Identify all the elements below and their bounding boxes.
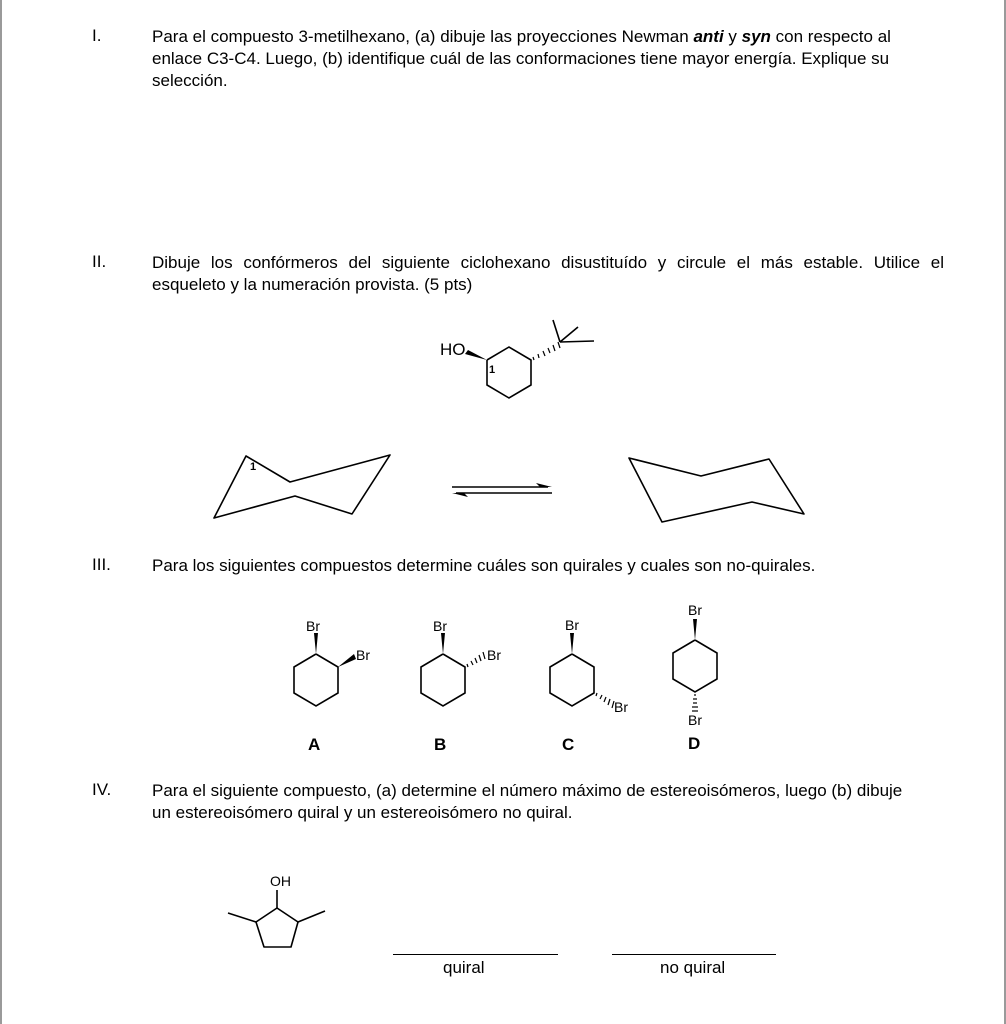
q1-y: y: [723, 27, 742, 46]
chair-carbon-1-label: 1: [250, 461, 257, 473]
q1-text-pre: Para el compuesto 3-metilhexano, (a) dibuje las proyecciones Newman: [152, 27, 694, 46]
pentane-ring: [256, 908, 298, 947]
q4-number: IV.: [92, 780, 112, 799]
compound-d-br-hash: [692, 695, 698, 711]
equilibrium-arrows: [448, 480, 558, 500]
answer-line-no-quiral: [612, 954, 776, 955]
page-left-edge: [0, 0, 2, 1024]
compound-c-br-top: Br: [565, 617, 579, 633]
q2-number: II.: [92, 252, 107, 271]
compound-a-br-side: Br: [356, 647, 370, 663]
cyclopentanol-structure: [225, 868, 335, 958]
chair-conformer-right: [626, 454, 808, 524]
compound-d-br-wedge: [693, 619, 697, 640]
compound-a-br-wedge-1: [314, 633, 318, 654]
compound-a-structure: [280, 612, 380, 762]
compound-d-label: D: [688, 734, 701, 753]
tbu-quaternary-bond-2: [560, 341, 594, 342]
answer-label-quiral: quiral: [443, 958, 485, 977]
ho-wedge-bond: [465, 350, 487, 360]
compound-c-br-side: Br: [614, 699, 628, 715]
compound-d-br-top: Br: [688, 602, 702, 618]
compound-b-label: B: [434, 735, 447, 754]
q2-text: Dibuje los confórmeros del siguiente ciclohexano disustituído y circule el más estable. Utilice el esqueleto y la numeración provista. (5 pts): [152, 253, 944, 294]
q1-text-post: con respecto al enlace C3-C4. Luego, (b) identifique cuál de las conformaciones tiene mayor energía. Explique su selección.: [152, 27, 891, 90]
q3-number: III.: [92, 555, 111, 574]
answer-line-quiral: [393, 954, 558, 955]
q1-number: I.: [92, 26, 102, 45]
tbu-quaternary-bond-1: [560, 327, 578, 342]
compound-a-br-top: Br: [306, 618, 320, 634]
compound-b-structure: [410, 612, 510, 762]
compound-c-label: C: [562, 735, 575, 754]
q3-text: Para los siguientes compuestos determine cuáles son quirales y cuales son no-quirales.: [152, 556, 816, 575]
compound-b-br-side: Br: [487, 647, 501, 663]
compound-a-label: A: [308, 735, 321, 754]
oh-label: OH: [270, 873, 291, 889]
compound-c-structure: [540, 612, 640, 762]
tbu-hash-bond: [533, 342, 560, 360]
compound-c-br-hash: [596, 693, 614, 708]
compound-b-br-top: Br: [433, 618, 447, 634]
ho-label: HO: [440, 340, 466, 359]
q4-text: Para el siguiente compuesto, (a) determine el número máximo de estereoisómeros, luego (b) dibuje un estereoisómero quiral y un estereoisómero no quiral.: [152, 781, 903, 822]
carbon-1-label: 1: [489, 364, 496, 376]
compound-c-br-wedge: [570, 633, 574, 654]
compound-d-br-bottom: Br: [688, 712, 702, 728]
answer-label-no-quiral: no quiral: [660, 958, 726, 977]
compound-d-structure: [650, 600, 750, 753]
q1-anti: anti: [693, 27, 724, 46]
methyl-left: [228, 913, 256, 922]
methyl-right: [298, 911, 325, 922]
cyclohexane-ho-tbu-structure: [430, 310, 630, 420]
chair-conformer-left: [210, 452, 390, 522]
compound-b-br-wedge: [441, 633, 445, 654]
q1-text: [152, 26, 912, 92]
tbu-quaternary-bond-3: [553, 320, 560, 342]
compound-a-br-wedge-2: [338, 654, 356, 667]
q1-syn: syn: [741, 27, 771, 46]
compound-b-br-hash: [467, 652, 485, 667]
